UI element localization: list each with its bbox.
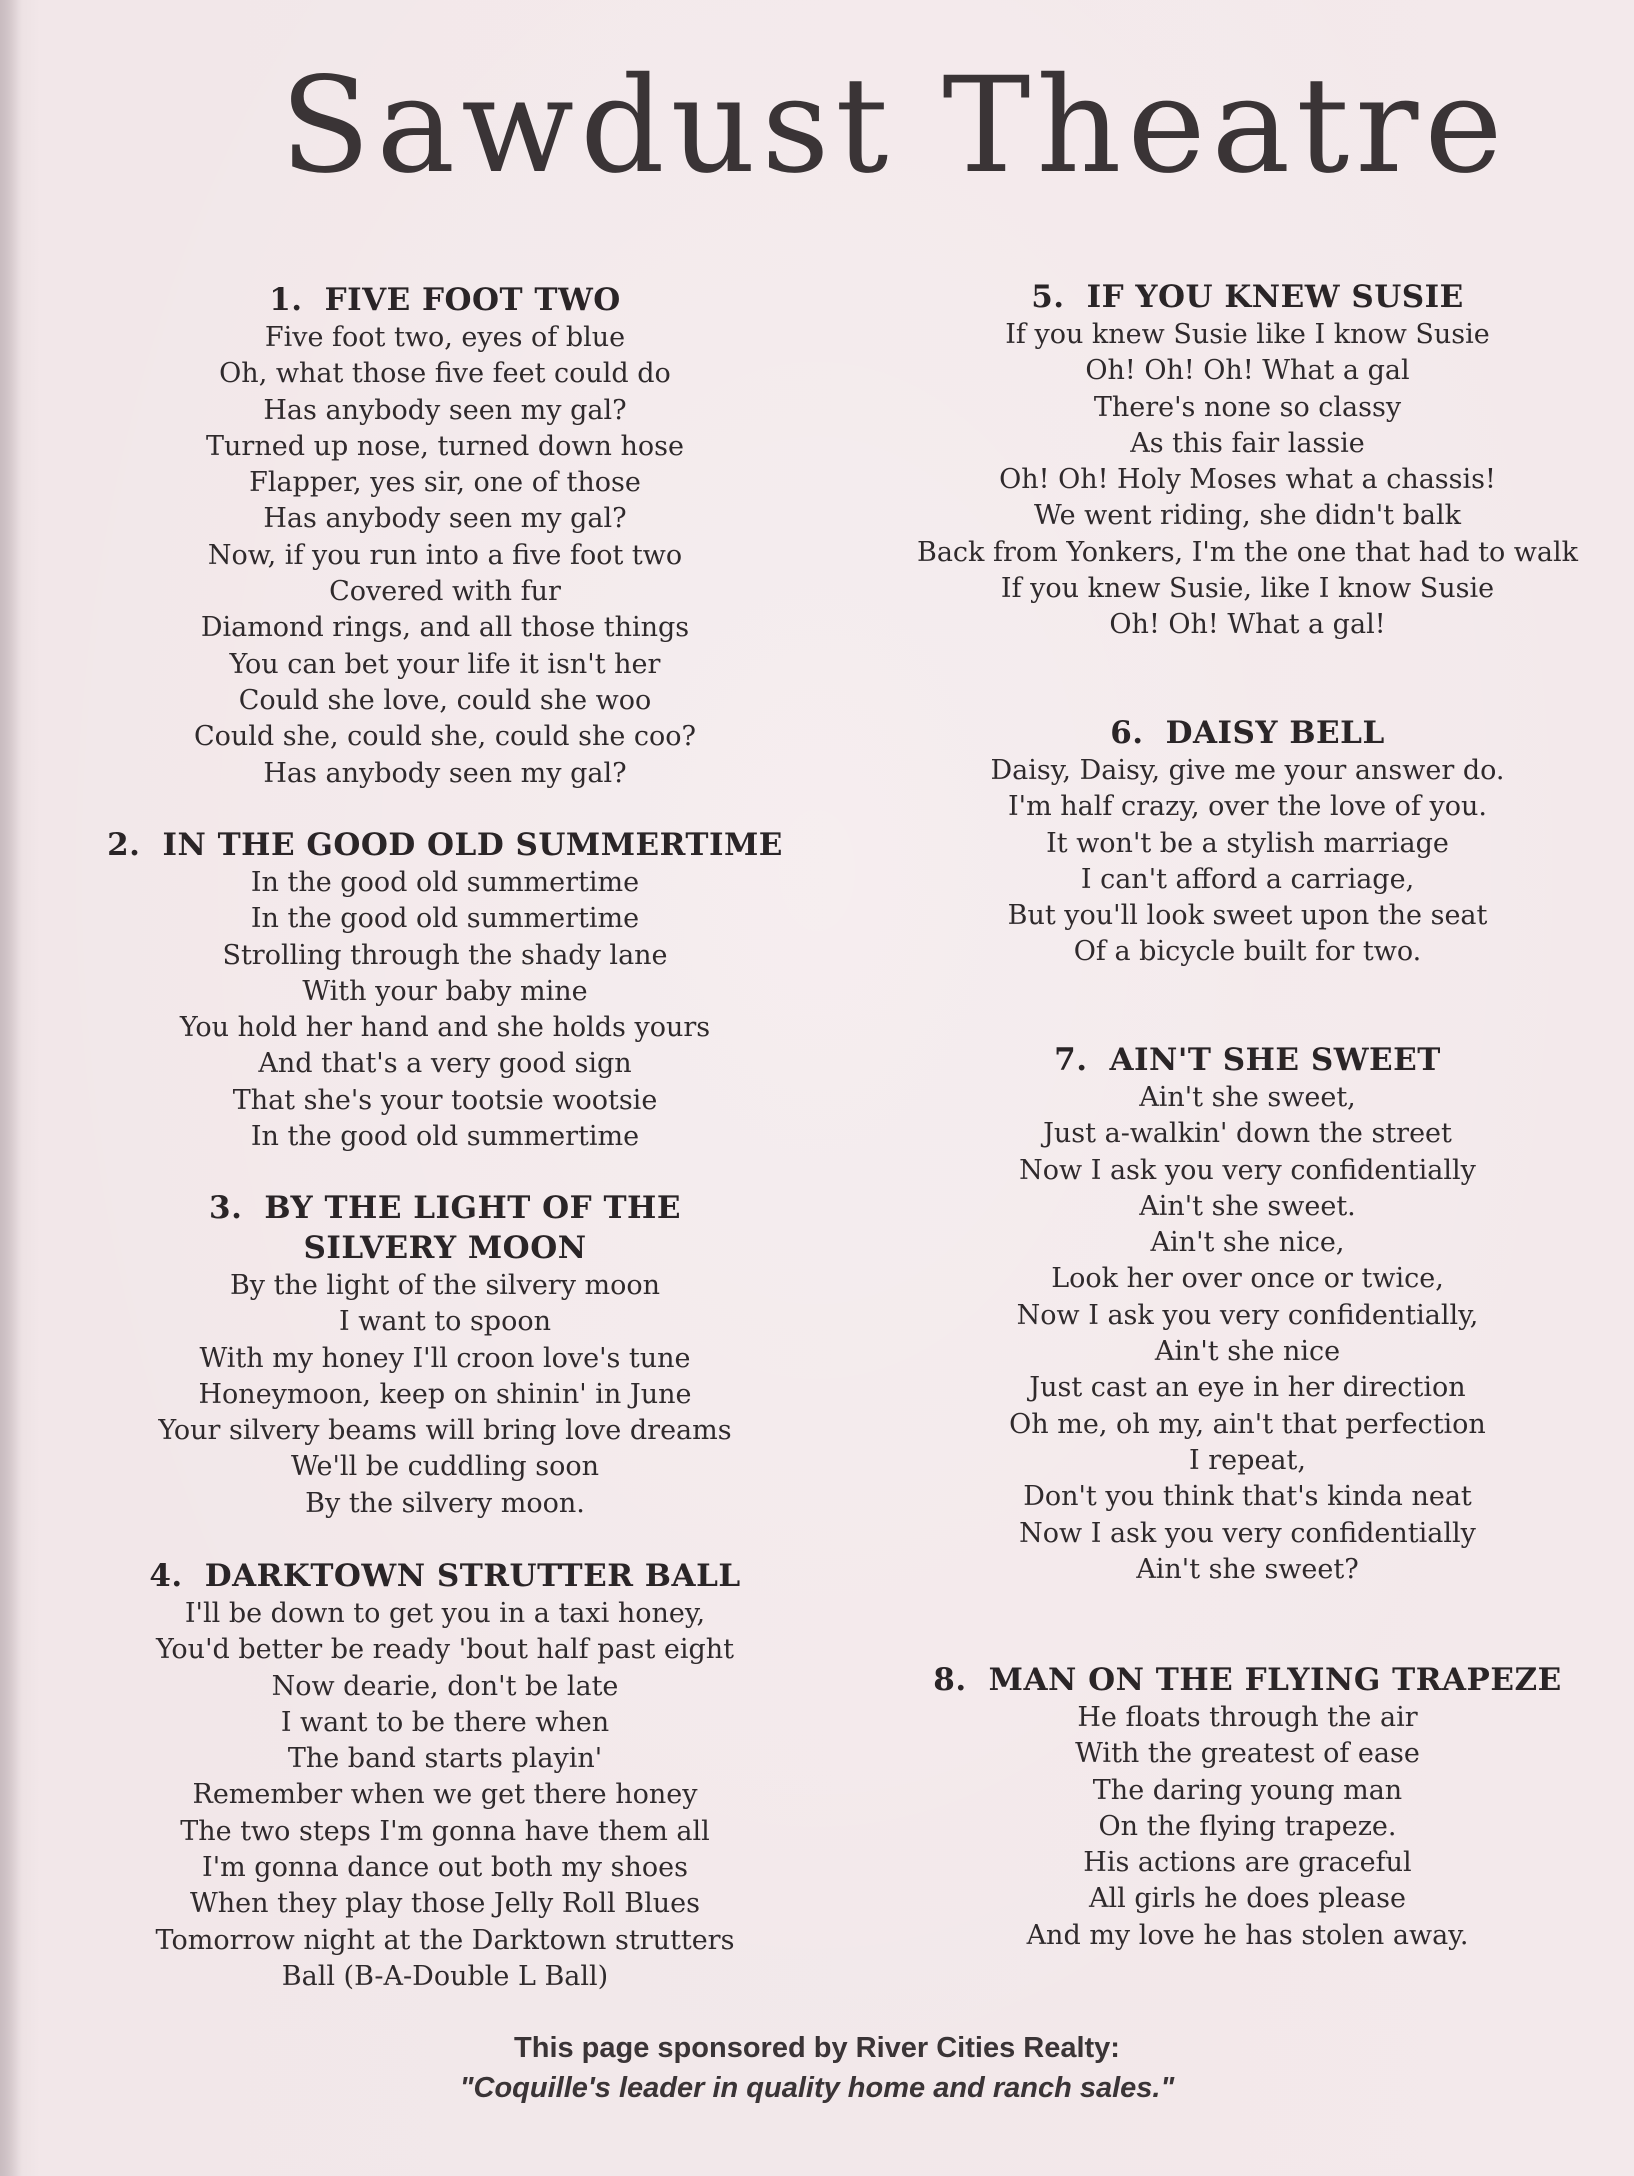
song-title-text: BY THE LIGHT OF THE	[264, 1190, 681, 1226]
lyric-line: We'll be cuddling soon	[290, 1451, 599, 1483]
lyric-line: With the greatest of ease	[1075, 1738, 1420, 1770]
lyric-line: Oh, what those five feet could do	[219, 358, 671, 390]
lyric-line: On the flying trapeze.	[1098, 1810, 1397, 1842]
sponsor-tagline: "Coquille's leader in quality home and ranch sales."	[459, 2072, 1175, 2104]
lyric-line: If you knew Susie, like I know Susie	[1000, 573, 1495, 605]
lyric-line: The daring young man	[1092, 1774, 1403, 1806]
lyric-line: And that's a very good sign	[258, 1048, 632, 1080]
lyric-line: Ain't she sweet?	[1136, 1553, 1359, 1585]
lyric-line: Strolling through the shady lane	[222, 939, 668, 971]
song-lyrics	[880, 753, 1615, 971]
lyric-line: Ain't she nice	[1154, 1336, 1341, 1368]
lyric-line: I want to be there when	[280, 1706, 610, 1738]
song-lyrics	[880, 317, 1615, 644]
lyric-line: And my love he has stolen away.	[1026, 1919, 1469, 1951]
lyric-line: I'll be down to get you in a taxi honey,	[184, 1598, 706, 1629]
song-title-text: DAISY BELL	[1165, 715, 1385, 751]
lyric-line: All girls he does please	[1089, 1883, 1406, 1915]
song-number: 5.	[1031, 279, 1065, 315]
lyric-line: If you knew Susie like I know Susie	[1005, 319, 1490, 350]
lyric-line: I'm half crazy, over the love of you.	[1008, 791, 1487, 823]
song-title	[880, 277, 1615, 317]
song-title-text: AIN'T SHE SWEET	[1109, 1042, 1441, 1078]
lyric-line: Of a bicycle built for two.	[1073, 936, 1422, 968]
lyric-line: Could she love, could she woo	[238, 684, 652, 716]
lyric-line: His actions are graceful	[1083, 1847, 1412, 1879]
lyric-line: By the silvery moon.	[305, 1487, 585, 1519]
lyric-line: Remember when we get there honey	[192, 1779, 698, 1811]
lyric-line: With my honey I'll croon love's tune	[199, 1342, 691, 1374]
lyric-line: Has anybody seen my gal?	[263, 757, 627, 789]
song-lyrics	[95, 1596, 795, 1995]
lyric-line: Has anybody seen my gal?	[263, 503, 627, 535]
lyric-line: Has anybody seen my gal?	[263, 394, 627, 426]
lyric-line: Ain't she nice,	[1150, 1227, 1345, 1259]
lyric-line: Don't you think that's kinda neat	[1023, 1481, 1472, 1513]
song-lyrics	[880, 1080, 1615, 1588]
song-title-text: IN THE GOOD OLD SUMMERTIME	[162, 827, 783, 863]
lyric-line: In the good old summertime	[250, 1121, 640, 1153]
lyric-line: Oh! Oh! What a gal!	[1109, 609, 1386, 641]
lyric-line: The band starts playin'	[287, 1743, 603, 1775]
lyric-line: We went riding, she didn't balk	[1034, 500, 1461, 532]
song-number: 6.	[1110, 715, 1144, 751]
song-8	[880, 1660, 1615, 1954]
lyric-line: Daisy, Daisy, give me your answer do.	[990, 755, 1505, 786]
song-5	[880, 277, 1615, 644]
page-title: Sawdust Theatre	[280, 49, 1509, 203]
song-7	[880, 1040, 1615, 1588]
song-title	[95, 280, 795, 320]
binding-shadow	[0, 0, 22, 2176]
song-number: 3.	[209, 1190, 243, 1226]
lyric-line: You can bet your life it isn't her	[229, 648, 661, 680]
lyric-line: Now, if you run into a five foot two	[207, 539, 683, 571]
lyric-line: Flapper, yes sir, one of those	[249, 467, 641, 499]
lyric-line: I repeat,	[1189, 1444, 1306, 1476]
lyric-line: Five foot two, eyes of blue	[264, 322, 626, 353]
lyric-line: Just a-walkin' down the street	[1043, 1118, 1452, 1150]
song-lyrics	[880, 1700, 1615, 1954]
lyric-line: I can't afford a carriage,	[1080, 863, 1415, 895]
lyric-line: Back from Yonkers, I'm the one that had to walk	[916, 536, 1579, 568]
lyric-line: It won't be a stylish marriage	[1046, 827, 1449, 859]
song-title	[880, 1660, 1615, 1700]
song-title	[95, 825, 795, 865]
lyric-line: Could she, could she, could she coo?	[193, 721, 697, 753]
lyric-line: As this fair lassie	[1130, 427, 1365, 459]
lyric-line: Tomorrow night at the Darktown strutters	[155, 1924, 735, 1956]
lyric-line: Diamond rings, and all those things	[200, 612, 690, 644]
sponsor-line: This page sponsored by River Cities Realty:	[514, 2032, 1120, 2064]
lyric-line: Oh! Oh! Oh! What a gal	[1085, 355, 1410, 387]
lyric-line: I'm gonna dance out both my shoes	[202, 1852, 688, 1884]
lyric-line: Now dearie, don't be late	[271, 1670, 619, 1702]
song-number: 8.	[933, 1662, 967, 1698]
lyric-line: Your silvery beams will bring love dreams	[158, 1415, 732, 1447]
lyric-line: Covered with fur	[329, 576, 561, 608]
song-number: 2.	[107, 827, 141, 863]
lyric-line: In the good old summertime	[250, 903, 640, 935]
song-4	[95, 1556, 795, 1995]
lyric-line: Ball (B-A-Double L Ball)	[281, 1960, 609, 1992]
song-title-text: FIVE FOOT TWO	[324, 282, 621, 318]
lyric-line: By the light of the silvery moon	[229, 1270, 661, 1301]
song-title	[880, 713, 1615, 753]
lyric-line: I want to spoon	[338, 1306, 551, 1338]
lyric-line: With your baby mine	[302, 975, 588, 1007]
lyric-line: In the good old summertime	[250, 867, 640, 898]
lyric-line: The two steps I'm gonna have them all	[180, 1815, 710, 1847]
lyric-line: Honeymoon, keep on shinin' in June	[198, 1378, 692, 1410]
lyric-line: You hold her hand and she holds yours	[179, 1012, 711, 1044]
song-title	[95, 1556, 795, 1596]
lyric-line: Oh! Oh! Holy Moses what a chassis!	[999, 464, 1496, 496]
lyric-line: Just cast an eye in her direction	[1029, 1372, 1466, 1404]
lyric-line: But you'll look sweet upon the seat	[1007, 900, 1488, 932]
song-title	[95, 1188, 795, 1228]
song-title-text: IF YOU KNEW SUSIE	[1086, 279, 1464, 315]
song-title-line-2: SILVERY MOON	[303, 1230, 587, 1266]
lyric-line: Turned up nose, turned down hose	[206, 430, 684, 462]
lyric-line: There's none so classy	[1093, 391, 1402, 423]
song-lyrics	[95, 865, 795, 1155]
sponsor-footer	[0, 2028, 1634, 2108]
song-lyrics	[95, 320, 795, 792]
lyric-line: Now I ask you very confidentially	[1019, 1154, 1476, 1186]
lyric-line: Now I ask you very confidentially,	[1016, 1299, 1479, 1331]
song-number: 4.	[149, 1558, 183, 1594]
song-2	[95, 825, 795, 1155]
lyric-line: Now I ask you very confidentially	[1019, 1517, 1476, 1549]
lyric-line: Look her over once or twice,	[1051, 1263, 1444, 1295]
song-3	[95, 1188, 795, 1522]
song-number: 1.	[269, 282, 303, 318]
lyric-line: You'd better be ready 'bout half past eight	[155, 1634, 735, 1666]
lyric-line: When they play those Jelly Roll Blues	[190, 1888, 700, 1920]
song-6	[880, 713, 1615, 971]
lyric-line: Oh me, oh my, ain't that perfection	[1009, 1408, 1486, 1440]
lyric-line: Ain't she sweet,	[1139, 1082, 1356, 1113]
lyric-line: Ain't she sweet.	[1139, 1190, 1356, 1222]
song-number: 7.	[1054, 1042, 1088, 1078]
song-title-text: DARKTOWN STRUTTER BALL	[204, 1558, 741, 1594]
song-title	[880, 1040, 1615, 1080]
lyric-line: That she's your tootsie wootsie	[232, 1084, 658, 1116]
song-lyrics	[95, 1268, 795, 1522]
song-title-text: MAN ON THE FLYING TRAPEZE	[988, 1662, 1562, 1698]
song-1	[95, 280, 795, 792]
lyric-line: He floats through the air	[1077, 1702, 1418, 1733]
